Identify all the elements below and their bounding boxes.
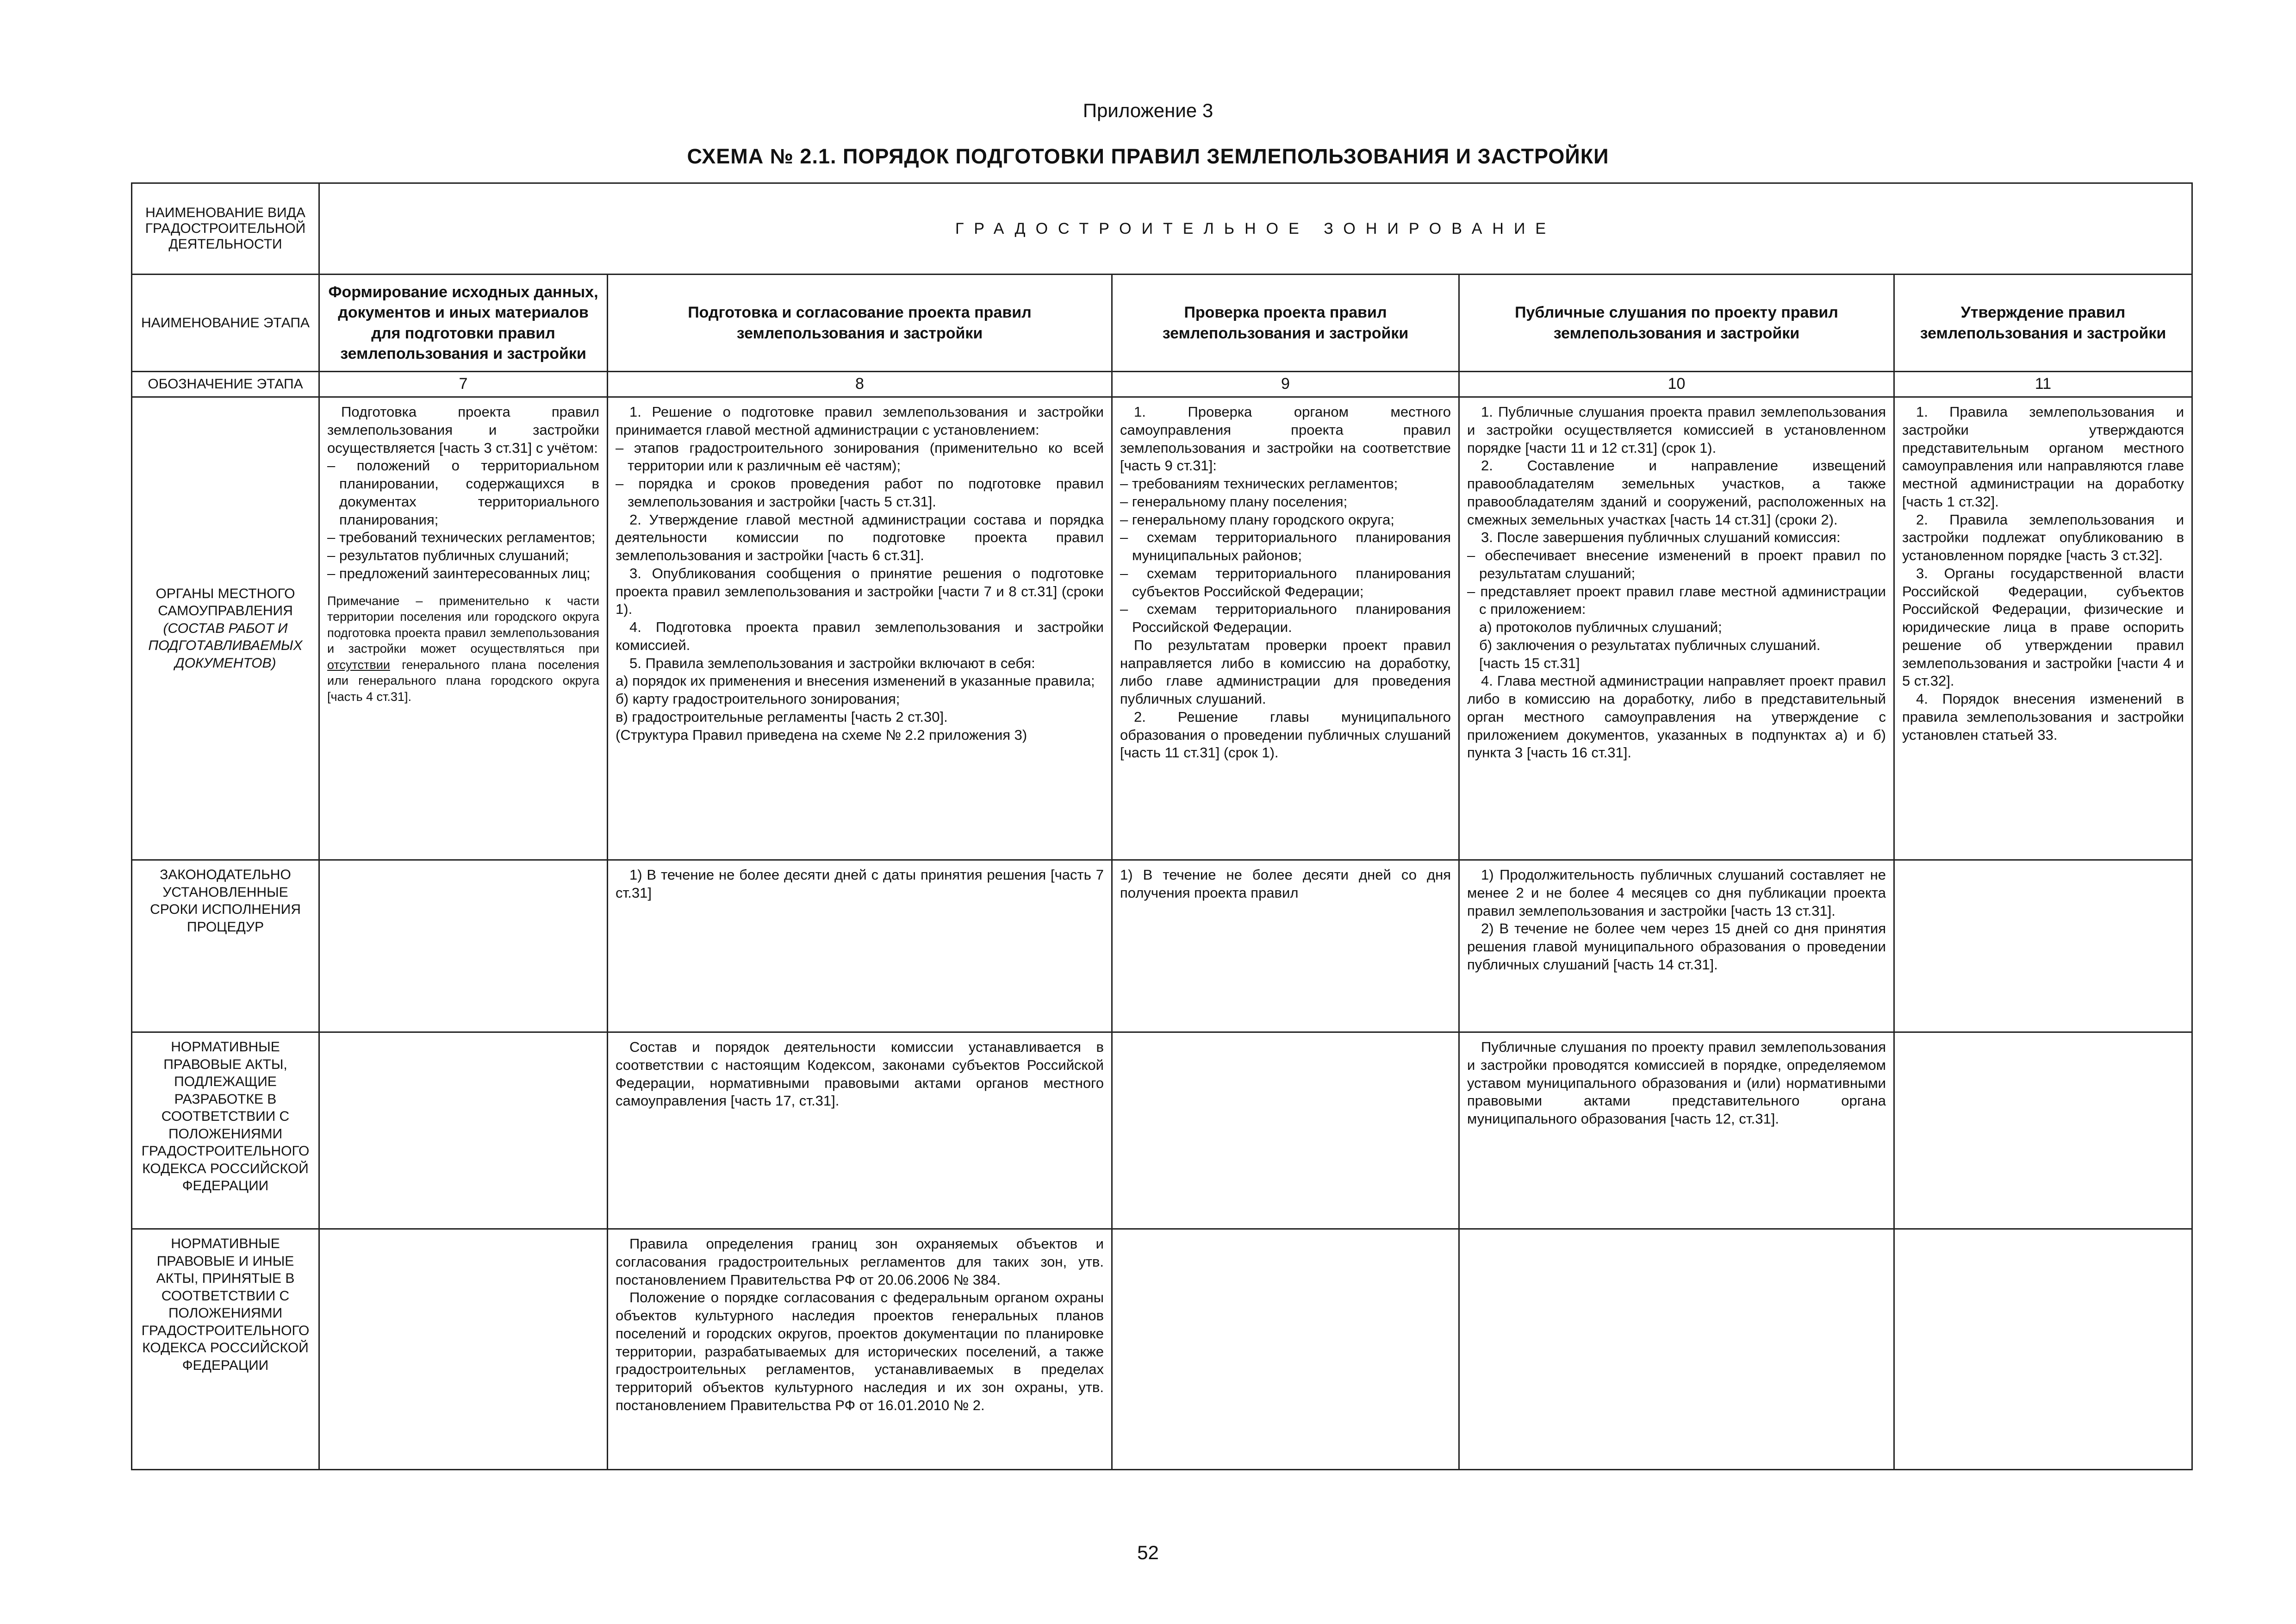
c8-p5a: а) порядок их применения и внесения изменений в указанные правила; <box>616 673 1095 689</box>
acts-adopted-row <box>132 1229 2192 1470</box>
designation-row <box>132 372 2192 397</box>
stage-name-row <box>132 275 2192 372</box>
stage-num-7: 7 <box>319 372 608 397</box>
c9-item: – требованиям технических регламентов; <box>1120 475 1398 492</box>
organs-label <box>132 397 319 860</box>
acts-dev-cell-9 <box>1112 1032 1459 1229</box>
stage-name-9: Проверка проекта правил землепользования и застройки <box>1112 275 1459 372</box>
scheme-table <box>131 182 2193 1470</box>
terms-cell-9 <box>1112 860 1459 1032</box>
terms-label: ЗАКОНОДАТЕЛЬНО УСТАНОВЛЕННЫЕ СРОКИ ИСПОЛНЕНИЯ ПРОЦЕДУР <box>132 860 319 1032</box>
c10-p3: 3. После завершения публичных слушаний комиссия: <box>1481 529 1841 546</box>
stage-label: НАИМЕНОВАНИЕ ЭТАПА <box>132 275 319 372</box>
stage-name-10: Публичные слушания по проекту правил землепользования и застройки <box>1459 275 1894 372</box>
c8-p1: 1. Решение о подготовке правил землепользования и застройки принимается главой местной администрации с установлением: <box>616 404 1104 438</box>
c8-p4: 4. Подготовка проекта правил землепользования и застройки комиссией. <box>616 619 1104 653</box>
c9-item: – схемам территориального планирования муниципальных районов; <box>1120 529 1451 563</box>
c8-p5: 5. Правила землепользования и застройки включают в себя: <box>629 655 1035 671</box>
c9-item: – схемам территориального планирования субъектов Российской Федерации; <box>1120 565 1451 600</box>
stage-name-8: Подготовка и согласование проекта правил землепользования и застройки <box>608 275 1112 372</box>
acts-dev-label: НОРМАТИВНЫЕ ПРАВОВЫЕ АКТЫ, ПОДЛЕЖАЩИЕ РАЗРАБОТКЕ В СООТВЕТСТВИИ С ПОЛОЖЕНИЯМИ ГРАДОСТРОИТЕЛЬНОГО КОДЕКСА РОССИЙСКОЙ ФЕДЕРАЦИИ <box>132 1032 319 1229</box>
terms-row <box>132 860 2192 1032</box>
c8-p1a: – этапов градостроительного зонирования (применительно ко всей территории или к различным её частям); <box>616 439 1104 474</box>
acts-dev-row <box>132 1032 2192 1229</box>
c9-item: – генеральному плану городского округа; <box>1120 511 1394 528</box>
terms-c10b: 2) В течение не более чем через 15 дней со дня принятия решения главой муниципального образования о проведении публичных слушаний [часть 14 ст.31]. <box>1467 920 1886 973</box>
c9-p2: 2. Решение главы муниципального образования о проведении публичных слушаний [часть 11 ст.31] (срок 1). <box>1120 708 1451 761</box>
acts-adopted-label: НОРМАТИВНЫЕ ПРАВОВЫЕ И ИНЫЕ АКТЫ, ПРИНЯТЫЕ В СООТВЕТСТВИИ С ПОЛОЖЕНИЯМИ ГРАДОСТРОИТЕЛЬНОГО КОДЕКСА РОССИЙСКОЙ ФЕДЕРАЦИИ <box>132 1229 319 1470</box>
acts-adopted-cell-10 <box>1459 1229 1894 1470</box>
terms-c8: 1) В течение не более десяти дней с даты принятия решения [часть 7 ст.31] <box>616 867 1104 901</box>
organs-cell-8 <box>608 397 1112 860</box>
c7-intro: Подготовка проекта правил землепользования и застройки осуществляется [часть 3 ст.31] с учётом: <box>327 404 599 456</box>
stage-name-7: Формирование исходных данных, документов и иных материалов для подготовки правил землепользования и застройки <box>319 275 608 372</box>
c9-p1b: По результатам проверки проект правил направляется либо в комиссию на доработку, либо главе администрации для проведения публичных слушаний. <box>1120 637 1451 707</box>
acts-adopted-cell-7 <box>319 1229 608 1470</box>
acts-adopted-cell-9 <box>1112 1229 1459 1470</box>
c9-item: – генеральному плану поселения; <box>1120 493 1348 510</box>
organs-cell-10 <box>1459 397 1894 860</box>
document-title: СХЕМА № 2.1. ПОРЯДОК ПОДГОТОВКИ ПРАВИЛ ЗЕМЛЕПОЛЬЗОВАНИЯ И ЗАСТРОЙКИ <box>687 144 1609 168</box>
c9-item: – схемам территориального планирования Российской Федерации. <box>1120 601 1451 635</box>
c8-p5d: (Структура Правил приведена на схеме № 2.2 приложения 3) <box>616 726 1027 743</box>
c8-p1b: – порядка и сроков проведения работ по подготовке правил землепользования и застройки [часть 5 ст.31]. <box>616 475 1104 510</box>
terms-c9: 1) В течение не более десяти дней со дня получения проекта правил <box>1120 867 1451 901</box>
c10-p1: 1. Публичные слушания проекта правил землепользования и застройки осуществляется комиссией в установленном порядке [части 11 и 12 ст.31] (срок 1). <box>1467 404 1886 456</box>
acts-dev-cell-11 <box>1894 1032 2192 1229</box>
terms-cell-8 <box>608 860 1112 1032</box>
c10-p4: 4. Глава местной администрации направляет проект правил либо в комиссию на доработку, либо в представительный орган местного самоуправления на утверждение с приложением документов, указанных в подпунктах а) и б) пункта 3 [часть 16 ст.31]. <box>1467 673 1886 761</box>
c7-item: – требований технических регламентов; <box>327 529 596 546</box>
acts-dev-c10: Публичные слушания по проекту правил землепользования и застройки проводятся комиссией в порядке, определяемом уставом муниципального образования и (или) нормативными правовыми актами представительного органа муниципального образования [часть 12, ст.31]. <box>1467 1039 1886 1127</box>
stage-num-9: 9 <box>1112 372 1459 397</box>
c7-item: – положений о территориальном планировании, содержащихся в документах территориального планирования; <box>327 457 599 528</box>
terms-cell-7 <box>319 860 608 1032</box>
organs-label-main: ОРГАНЫ МЕСТНОГО САМОУПРАВЛЕНИЯ <box>156 586 295 619</box>
activity-label: НАИМЕНОВАНИЕ ВИДА ГРАДОСТРОИТЕЛЬНОЙ ДЕЯТЕЛЬНОСТИ <box>132 183 319 275</box>
organs-label-sub: (СОСТАВ РАБОТ И ПОДГОТАВЛИВАЕМЫХ ДОКУМЕНТОВ) <box>148 620 303 671</box>
c10-p3c: а) протоколов публичных слушаний; <box>1479 619 1722 635</box>
c7-item: – предложений заинтересованных лиц; <box>327 565 591 581</box>
acts-adopted-c8b: Положение о порядке согласования с федеральным органом охраны объектов культурного наследия проектов генеральных планов поселений и городских округов, проектов документации по планировке территории, разрабатываемых для исторических поселений, а также градостроительных регламентов, устанавливаемых в пределах территорий объектов культурного наследия и их зон охраны, утв. постановлением Правительства РФ от 16.01.2010 № 2. <box>616 1289 1104 1413</box>
acts-dev-c8: Состав и порядок деятельности комиссии устанавливается в соответствии с настоящим Кодексом, законами субъектов Российской Федерации, нормативными правовыми актами органов местного самоуправления [часть 17, ст.31]. <box>616 1039 1104 1109</box>
stage-num-11: 11 <box>1894 372 2192 397</box>
appendix-label: Приложение 3 <box>1083 100 1213 121</box>
c11-p2: 2. Правила землепользования и застройки подлежат опубликованию в установленном порядке [часть 3 ст.32]. <box>1902 511 2184 563</box>
activity-row <box>132 183 2192 275</box>
page-number: 52 <box>1137 1542 1159 1563</box>
organs-cell-9 <box>1112 397 1459 860</box>
c7-item: – результатов публичных слушаний; <box>327 547 569 563</box>
c8-p5b: б) карту градостроительного зонирования; <box>616 691 900 707</box>
stage-num-8: 8 <box>608 372 1112 397</box>
designation-label: ОБОЗНАЧЕНИЕ ЭТАПА <box>132 372 319 397</box>
acts-dev-cell-10 <box>1459 1032 1894 1229</box>
c10-p3e: [часть 15 ст.31] <box>1479 655 1580 671</box>
stage-name-11: Утверждение правил землепользования и застройки <box>1894 275 2192 372</box>
c9-p1: 1. Проверка органом местного самоуправления проекта правил землепользования и застройки на соответствие [часть 9 ст.31]: <box>1120 404 1451 474</box>
organs-cell-7 <box>319 397 608 860</box>
acts-dev-cell-7 <box>319 1032 608 1229</box>
c8-p2: 2. Утверждение главой местной администрации состава и порядка деятельности комиссии по подготовке проекта правил землепользования и застройки [часть 6 ст.31]. <box>616 511 1104 563</box>
c8-p5c: в) градостроительные регламенты [часть 2 ст.30]. <box>616 708 948 725</box>
organs-cell-11 <box>1894 397 2192 860</box>
c10-p3b: – представляет проект правил главе местной администрации с приложением: <box>1467 583 1886 618</box>
c10-p2: 2. Составление и направление извещений правообладателям земельных участков, а также правообладателям зданий и сооружений, расположенных на смежных земельных участках [часть 14 ст.31] (сроки 2). <box>1467 457 1886 528</box>
c10-p3d: б) заключения о результатах публичных слушаний. <box>1479 637 1821 653</box>
acts-adopted-cell-8 <box>608 1229 1112 1470</box>
c11-p4: 4. Порядок внесения изменений в правила землепользования и застройки установлен статьей 33. <box>1902 691 2184 743</box>
acts-adopted-c8a: Правила определения границ зон охраняемых объектов и согласования градостроительных регламентов для таких зон, утв. постановлением Правительства РФ от 20.06.2006 № 384. <box>616 1236 1104 1288</box>
c11-p1: 1. Правила землепользования и застройки утверждаются представительным органом местного самоуправления или направляются главе местной администрации на доработку [часть 1 ст.32]. <box>1902 404 2184 510</box>
terms-c10a: 1) Продолжительность публичных слушаний составляет не менее 2 и не более 4 месяцев со дня публикации проекта правил землепользования и застройки [часть 13 ст.31]. <box>1467 867 1886 919</box>
terms-cell-11 <box>1894 860 2192 1032</box>
acts-dev-cell-8 <box>608 1032 1112 1229</box>
organs-row <box>132 397 2192 860</box>
activity-value: ГРАДОСТРОИТЕЛЬНОЕ ЗОНИРОВАНИЕ <box>319 183 2192 275</box>
terms-cell-10 <box>1459 860 1894 1032</box>
c11-p3: 3. Органы государственной власти Российской Федерации, субъектов Российской Федерации, физические и юридические лица в праве оспорить решение об утверждении правил землепользования и застройки [части 4 и 5 ст.32]. <box>1902 565 2184 689</box>
stage-num-10: 10 <box>1459 372 1894 397</box>
c7-note: Примечание – применительно к части территории поселения или городского округа подготовка проекта правил землепользования и застройки может осуществляться при отсутствии генерального плана поселения или генерального плана городского округа [часть 4 ст.31]. <box>327 593 599 704</box>
acts-adopted-cell-11 <box>1894 1229 2192 1470</box>
c10-p3a: – обеспечивает внесение изменений в проект правил по результатам слушаний; <box>1467 547 1886 581</box>
c8-p3: 3. Опубликования сообщения о принятие решения о подготовке проекта правил землепользования и застройки [части 7 и 8 ст.31] (сроки 1). <box>616 565 1104 618</box>
